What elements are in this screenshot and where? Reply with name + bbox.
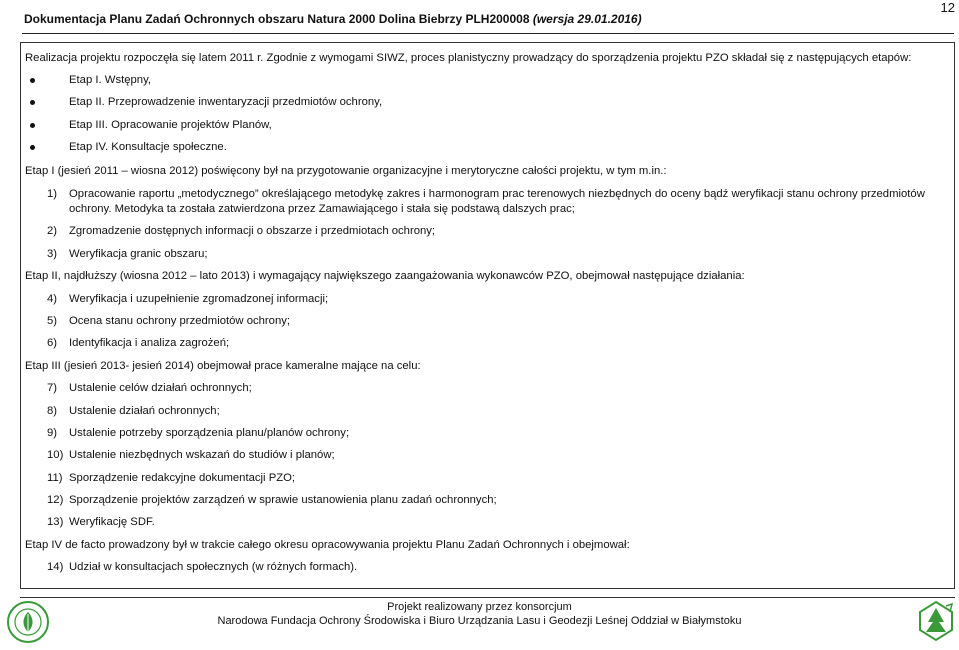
etap3-intro: Etap III (jesień 2013- jesień 2014) obejmował prace kameralne mające na celu: [25, 360, 421, 372]
footer-line-1: Projekt realizowany przez konsorcjum [387, 601, 572, 613]
list-item: Weryfikacja i uzupełnienie zgromadzonej informacji; [69, 293, 329, 305]
etap2-intro: Etap II, najdłuższy (wiosna 2012 – lato 2013) i wymagający największego zaangażowania wykonawców PZO, obejmował następujące działania: [25, 270, 745, 282]
etap4-intro: Etap IV de facto prowadzony był w trakcie całego okresu opracowywania projektu Planu Zadań Ochronnych i obejmował: [25, 539, 630, 551]
list-item-continuation: ochrony. Metodyka ta została zatwierdzona przez Zamawiającego i stała się podstawą dalszych prac; [69, 203, 575, 215]
header-divider [22, 33, 954, 34]
list-item: Sporządzenie projektów zarządzeń w sprawie ustanowienia planu zadań ochronnych; [69, 494, 497, 506]
bullet-icon [30, 123, 35, 128]
footer-divider [20, 597, 955, 598]
list-number: 2) [47, 225, 58, 237]
header-version: (wersja 29.01.2016) [532, 12, 642, 26]
list-number: 6) [47, 337, 58, 349]
list-number: 3) [47, 248, 58, 260]
page-header [24, 12, 952, 30]
list-item: Ustalenie celów działań ochronnych; [69, 382, 252, 394]
list-number: 11) [47, 472, 63, 484]
list-number: 7) [47, 382, 58, 394]
bullet-icon [30, 145, 35, 150]
list-number: 1) [47, 188, 58, 200]
bullet-icon [30, 78, 35, 83]
list-item: Ustalenie potrzeby sporządzenia planu/planów ochrony; [69, 427, 350, 439]
bullet-icon [30, 100, 35, 105]
list-item: Identyfikacja i analiza zagrożeń; [69, 337, 230, 349]
list-number: 9) [47, 427, 58, 439]
list-number: 12) [47, 494, 64, 506]
header-title: Dokumentacja Planu Zadań Ochronnych obszaru Natura 2000 Dolina Biebrzy PLH200008 [24, 12, 530, 26]
list-number: 13) [47, 516, 64, 528]
etap1-intro: Etap I (jesień 2011 – wiosna 2012) poświęcony był na przygotowanie organizacyjne i merytoryczne całości projektu, w tym m.in.: [25, 165, 667, 177]
list-number: 10) [47, 449, 64, 461]
list-item: Udział w konsultacjach społecznych (w różnych formach). [69, 561, 358, 573]
list-item: Ustalenie działań ochronnych; [69, 405, 220, 417]
page-number: 12 [940, 0, 955, 15]
stage-item: Etap I. Wstępny, [69, 74, 152, 86]
list-number: 5) [47, 315, 58, 327]
list-item: Ustalenie niezbędnych wskazań do studiów i planów; [69, 449, 335, 461]
list-number: 8) [47, 405, 58, 417]
list-item: Opracowanie raportu „metodycznego” określającego metodykę zakres i harmonogram prac terenowych niezbędnych do oceny bądź weryfikacji stanu ochrony przedmiotów [69, 188, 925, 200]
footer-line-2: Narodowa Fundacja Ochrony Środowiska i Biuro Urządzania Lasu i Geodezji Leśnej Oddział w Białymstoku [217, 615, 742, 627]
stage-item: Etap II. Przeprowadzenie inwentaryzacji przedmiotów ochrony, [69, 96, 383, 108]
list-number: 4) [47, 293, 58, 305]
stage-item: Etap IV. Konsultacje społeczne. [69, 141, 227, 153]
list-number: 14) [47, 561, 64, 573]
intro-paragraph: Realizacja projektu rozpoczęła się latem 2011 r. Zgodnie z wymogami SIWZ, proces planistyczny prowadzący do sporządzenia projektu PZO składał się z następujących etapów: [25, 52, 912, 64]
page-footer [0, 600, 959, 628]
list-item: Ocena stanu ochrony przedmiotów ochrony; [69, 315, 291, 327]
list-item: Weryfikacja granic obszaru; [69, 248, 208, 260]
list-item: Zgromadzenie dostępnych informacji o obszarze i przedmiotach ochrony; [69, 225, 436, 237]
stage-item: Etap III. Opracowanie projektów Planów, [69, 119, 272, 131]
list-item: Weryfikację SDF. [69, 516, 155, 528]
list-item: Sporządzenie redakcyjne dokumentacji PZO; [69, 472, 296, 484]
